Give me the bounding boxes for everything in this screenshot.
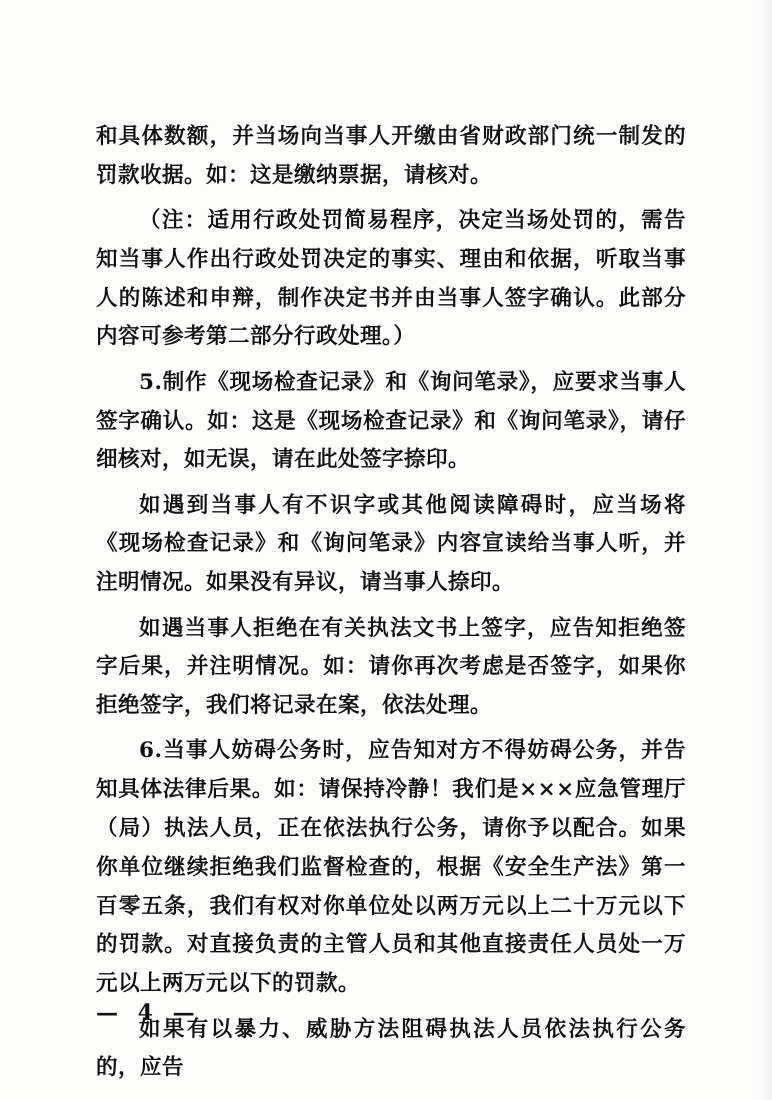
paragraph-violence-threat: 如果有以暴力、威胁方法阻碍执法人员依法执行公务的，应告	[96, 1016, 686, 1081]
paragraph-fine-receipt: 和具体数额，并当场向当事人开缴由省财政部门统一制发的罚款收据。如：这是缴纳票据，请核对。	[96, 124, 686, 188]
page-number: — 4 —	[96, 1000, 201, 1026]
paragraph-item-6-obstruction: 6.当事人妨碍公务时，应告知对方不得妨碍公务，并告知具体法律后果。如：请保持冷静！我们是×××应急管理厅（局）执法人员，正在依法执行公务，请你予以配合。如果你单位继续拒绝我们监督检查的，根据《安全生产法》第一百零五条，我们有权对你单位处以两万元以上二十万元以下的罚款。对直接负责的主管人员和其他直接责任人员处一万元以上两万元以下的罚款。	[96, 738, 686, 997]
paragraph-note-simple-procedure: （注：适用行政处罚简易程序，决定当场处罚的，需告知当事人作出行政处罚决定的事实、理由和依据，听取当事人的陈述和申辩，制作决定书并由当事人签字确认。此部分内容可参考第二部分行政处理。）	[96, 208, 686, 350]
body-text	[96, 118, 686, 1095]
paragraph-refuse-signature: 如遇当事人拒绝在有关执法文书上签字，应告知拒绝签字后果，并注明情况。如：请你再次考虑是否签字，如果你拒绝签字，我们将记录在案，依法处理。	[96, 615, 686, 719]
paragraph-item-5-records: 5.制作《现场检查记录》和《询问笔录》，应要求当事人签字确认。如：这是《现场检查记录》和《询问笔录》，请仔细核对，如无误，请在此处签字捺印。	[96, 369, 686, 473]
paragraph-reading-obstacle: 如遇到当事人有不识字或其他阅读障碍时，应当场将《现场检查记录》和《询问笔录》内容宣读给当事人听，并注明情况。如果没有异议，请当事人捺印。	[96, 492, 686, 596]
